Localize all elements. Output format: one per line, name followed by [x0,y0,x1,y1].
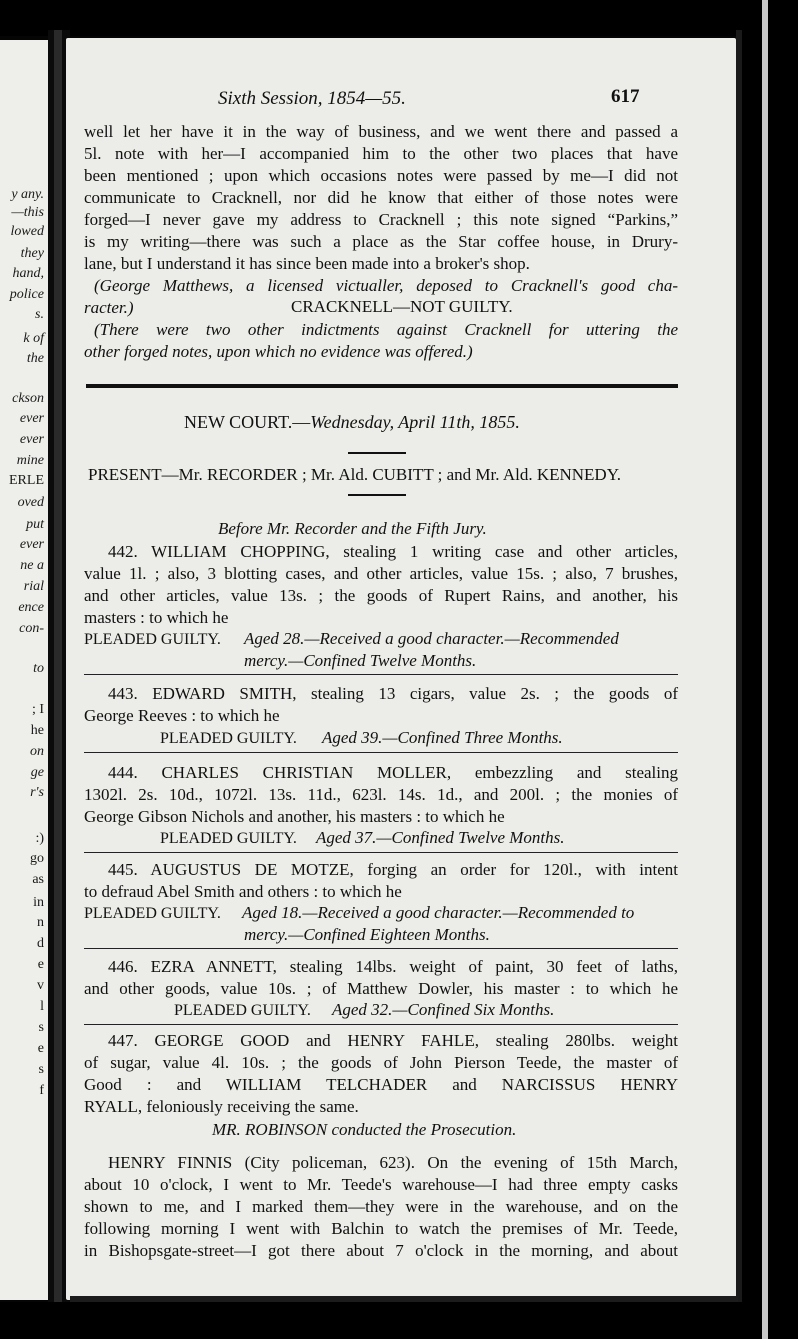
case-divider [84,1024,678,1025]
case-line: George Reeves : to which he [84,706,280,725]
plea: PLEADED GUILTY. [160,830,297,847]
margin-fragment: ever [19,432,44,447]
scan-bottom-border [0,1302,742,1339]
case-line: of sugar, value 4l. 10s. ; the goods of John Pierson Teede, the master of [84,1053,678,1072]
text-line: forged—I never gave my address to Cracknell ; this note signed “Parkins,” [84,210,678,229]
witness-note-end: racter.) [84,298,134,317]
court-name: NEW COURT.— [184,412,311,432]
plea: PLEADED GUILTY. [84,905,221,922]
margin-fragment: f [39,1083,44,1098]
court-heading [184,411,520,433]
margin-fragment: to [33,661,44,676]
margin-fragment: ne a [20,558,44,573]
margin-fragment: police [9,287,44,302]
margin-fragment: rial [23,579,44,594]
sentence: Aged 18.—Received a good character.—Recommended to [242,903,635,922]
case-line: Good : and WILLIAM TELCHADER and NARCISSUS HENRY [84,1075,678,1094]
scan-top-border [0,0,742,36]
margin-fragment: ckson [12,391,44,406]
margin-fragment: k of [23,331,44,346]
plea: PLEADED GUILTY. [160,730,297,747]
margin-fragment: —this [11,205,44,220]
case-divider [84,852,678,853]
text-line: communicate to Cracknell, nor did he know that either of those notes were [84,188,678,207]
case-line: 443. EDWARD SMITH, stealing 13 cigars, value 2s. ; the goods of [108,684,678,703]
sentence: Aged 37.—Confined Twelve Months. [316,828,565,847]
testimony-line: shown to me, and I marked them—they were in the warehouse, and on the [84,1197,678,1216]
indictment-note: (There were two other indictments against Cracknell for uttering the [94,320,678,339]
margin-fragment: in [33,895,44,910]
margin-fragment: s. [35,307,44,322]
testimony-line: HENRY FINNIS (City policeman, 623). On the evening of 15th March, [108,1153,678,1172]
margin-fragment: y any. [11,187,44,202]
page-number: 617 [611,86,640,107]
text-line: well let her have it in the way of business, and we went there and passed a [84,122,678,141]
facing-page-fragment [0,40,48,1300]
case-divider [84,674,678,675]
case-line: 1302l. 2s. 10d., 1072l. 13s. 11d., 623l. 14s. 1d., and 200l. ; the monies of [84,785,678,804]
gutter-shadow [54,30,62,1310]
verdict: CRACKNELL—NOT GUILTY. [291,297,513,316]
margin-fragment: e [37,957,44,972]
margin-fragment: ; I [31,702,44,717]
margin-fragment: ge [30,765,44,780]
scan-edge-strip [762,0,768,1339]
case-divider [84,948,678,949]
margin-fragment: go [30,851,44,866]
case-line: 444. CHARLES CHRISTIAN MOLLER, embezzling and stealing [108,763,678,782]
margin-fragment: d [37,936,44,951]
margin-fragment: hand, [12,266,44,281]
short-rule [348,494,406,496]
margin-fragment: ever [19,411,44,426]
margin-fragment: v [37,978,44,993]
margin-fragment: he [30,723,44,738]
text-line: been mentioned ; upon which occasions notes were passed by me—I did not [84,166,678,185]
plea: PLEADED GUILTY. [174,1002,311,1019]
margin-fragment: e [37,1041,44,1056]
case-line: 447. GEORGE GOOD and HENRY FAHLE, stealing 280lbs. weight [108,1031,678,1050]
margin-fragment: on [30,744,44,759]
indictment-note-end: other forged notes, upon which no evidence was offered.) [84,342,473,361]
case-line: and other articles, value 13s. ; the goods of Rupert Rains, and another, his [84,586,678,605]
running-title: Sixth Session, 1854—55. [218,88,406,109]
margin-fragment: the [26,351,44,366]
margin-fragment: s [38,1062,44,1077]
sentence-continued: mercy.—Confined Twelve Months. [244,651,477,670]
case-line: to defraud Abel Smith and others : to which he [84,882,402,901]
witness-note: (George Matthews, a licensed victualler, deposed to Cracknell's good cha- [94,276,678,295]
margin-fragment: put [26,517,44,532]
margin-fragment: they [20,246,44,261]
margin-fragment: con- [19,621,44,636]
margin-fragment: s [38,1020,44,1035]
present-line: PRESENT—Mr. RECORDER ; Mr. Ald. CUBITT ; and Mr. Ald. KENNEDY. [88,465,622,484]
sentence-continued: mercy.—Confined Eighteen Months. [244,925,490,944]
margin-fragment: n [37,915,44,930]
margin-fragment: mine [16,453,44,468]
case-line: and other goods, value 10s. ; of Matthew Dowler, his master : to which he [84,979,678,998]
case-line: masters : to which he [84,608,229,627]
margin-fragment: l [40,999,44,1014]
testimony-line: about 10 o'clock, I went to Mr. Teede's warehouse—I had three empty casks [84,1175,678,1194]
plea: PLEADED GUILTY. [84,631,221,648]
case-line: 442. WILLIAM CHOPPING, stealing 1 writing case and other articles, [108,542,678,561]
testimony-line: in Bishopsgate-street—I got there about 7 o'clock in the morning, and about [84,1241,678,1260]
margin-fragment: ERLE [9,473,44,488]
margin-fragment: :) [35,831,44,846]
case-line: 446. EZRA ANNETT, stealing 14lbs. weight of paint, 30 feet of laths, [108,957,678,976]
margin-fragment: ever [19,537,44,552]
text-line: lane, but I understand it has since been made into a broker's shop. [84,254,530,273]
before-line: Before Mr. Recorder and the Fifth Jury. [218,519,487,538]
sentence: Aged 32.—Confined Six Months. [332,1000,555,1019]
case-line: 445. AUGUSTUS DE MOTZE, forging an order for 120l., with intent [108,860,678,879]
court-date: Wednesday, April 11th, 1855. [310,412,520,432]
case-line: RYALL, feloniously receiving the same. [84,1097,359,1116]
text-line: is my writing—there was such a place as the Star coffee house, in Drury- [84,232,678,251]
sentence: Aged 39.—Confined Three Months. [322,728,563,747]
margin-fragment: ence [18,600,44,615]
prosecution-note: MR. ROBINSON conducted the Prosecution. [212,1120,517,1139]
margin-fragment: as [32,872,44,887]
short-rule [348,452,406,454]
margin-fragment: oved [17,495,44,510]
sentence: Aged 28.—Received a good character.—Recommended [244,629,619,648]
case-divider [84,752,678,753]
testimony-line: following morning I went with Balchin to watch the premises of Mr. Teede, [84,1219,678,1238]
scan-right-border [742,0,798,1339]
section-divider [86,384,678,388]
margin-fragment: lowed [10,224,44,239]
margin-fragment: r's [30,785,44,800]
case-line: George Gibson Nichols and another, his masters : to which he [84,807,505,826]
case-line: value 1l. ; also, 3 blotting cases, and other articles, value 15s. ; also, 7 brushes, [84,564,678,583]
text-line: 5l. note with her—I accompanied him to the other two places that have [84,144,678,163]
